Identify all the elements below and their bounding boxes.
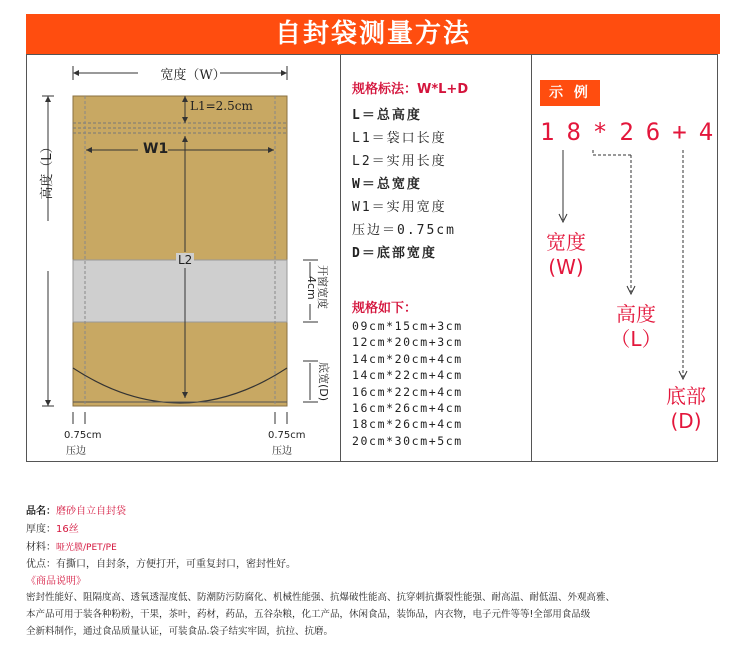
column-divider-1 [340,54,341,462]
l2-label: L2 [178,253,193,267]
example-bottom-label [656,384,716,434]
seal-left-label: 压边 [66,446,86,457]
definition-item: 压边＝0.75cm [352,223,456,238]
thickness-value: 16丝 [56,524,79,535]
w1-label: W1 [143,141,169,157]
example-height-text: 高度 [616,302,656,326]
thickness-key: 厚度： [26,524,56,535]
definition-list [352,104,456,265]
description-line: 全新料制作，通过食品质量认证，可装食品.袋子结实牢固，抗拉、抗磨。 [26,626,334,637]
width-label: 宽度（W） [160,68,226,83]
definition-item: L1＝袋口长度 [352,131,447,146]
window-size-label: 4cm [305,276,318,300]
seal-right-label: 压边 [272,446,292,457]
thickness-row [26,520,79,535]
size-item: 12cm*20cm+3cm [352,335,463,350]
definition-item: W1＝实用宽度 [352,200,447,215]
description-line: 本产品可用于装各种粉粉，干果，茶叶，药材，药品，五谷杂粮，化工产品，休闲食品，装饰品，内衣物，电子元件等等!全部用食品级 [26,609,591,620]
sizes-title: 规格如下： [352,301,418,316]
features-key: 优点： [26,559,56,570]
bag-window [73,260,287,322]
example-height-code: （L） [610,327,662,351]
example-formula: 18*26+4 [540,118,726,146]
size-item: 18cm*26cm+4cm [352,417,463,432]
description-line: 密封性能好、阻隔度高、透氧透湿度低、防潮防污防腐化、机械性能强、抗爆破性能高、抗穿刺抗撕裂性能强、耐高温、耐低温、外观高雅、 [26,592,616,603]
bottom-width-label: 底宽(D) [317,362,330,402]
banner-title: 自封袋测量方法 [26,14,720,54]
product-name-key: 品名： [26,506,56,517]
definition-item: W＝总宽度 [352,177,422,192]
l1-label: L1=2.5cm [190,99,253,113]
size-item: 16cm*22cm+4cm [352,384,463,399]
seal-left-value: 0.75cm [64,430,102,441]
features-row [26,555,296,570]
definition-item: L2＝实用长度 [352,154,447,169]
size-item: 20cm*30cm+5cm [352,433,463,448]
standard-title: 规格标法：W*L+D [352,82,469,97]
size-item: 14cm*22cm+4cm [352,368,463,383]
features-value: 有撕口，自封条，方便打开，可重复封口，密封性好。 [56,559,296,570]
product-name-row [26,502,126,517]
product-name-value: 磨砂自立自封袋 [56,506,126,517]
material-key: 材料： [26,542,56,553]
example-bottom-code: (D) [670,409,702,433]
example-badge: 示 例 [540,80,600,106]
definition-item: D＝底部宽度 [352,246,437,261]
bag-body [73,96,287,406]
example-bottom-text: 底部 [666,384,706,408]
example-width-label [538,230,594,280]
height-label: 高度（L） [40,140,55,200]
example-width-code: (W) [548,255,584,279]
material-row [26,538,117,553]
definition-item: L＝总高度 [352,108,422,123]
seal-right-value: 0.75cm [268,430,306,441]
window-width-label: 开窗宽度 [316,265,329,309]
size-item: 09cm*15cm+3cm [352,319,463,333]
description-title: 《商品说明》 [26,576,86,587]
size-item: 16cm*26cm+4cm [352,400,463,415]
example-width-text: 宽度 [546,230,586,254]
size-list [352,318,463,449]
size-item: 14cm*20cm+4cm [352,351,463,366]
column-divider-2 [531,54,532,462]
material-value: 哑光膜/PET/PE [56,543,117,553]
example-height-label [606,302,666,352]
